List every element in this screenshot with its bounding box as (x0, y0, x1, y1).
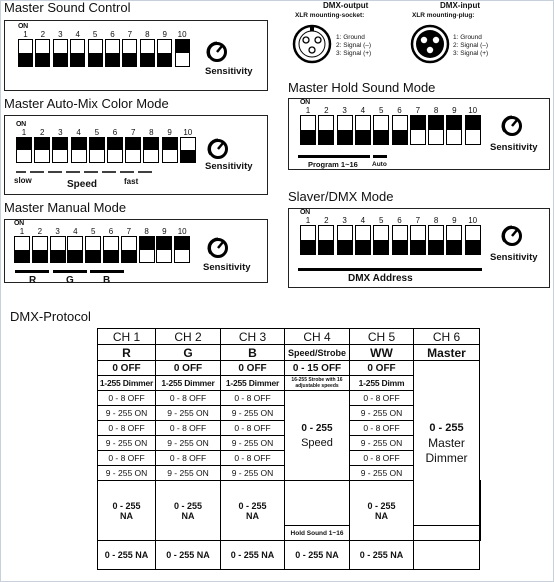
sound-dip-slider-9 (158, 53, 171, 66)
manual-bar-b (90, 270, 124, 273)
sound-dip-switch-6[interactable] (105, 30, 120, 67)
ch5-range-5: 0 - 8 OFF (350, 451, 414, 466)
ch2-na-name: NA (181, 510, 195, 521)
automix-dip-number-9: 9 (167, 128, 172, 137)
hold-dip-switch-8[interactable] (428, 106, 444, 145)
xlr-input-pin-3: 3: Signal (+) (453, 50, 489, 57)
automix-dip-slider-6 (108, 138, 122, 150)
ch1-na-value: 0 - 255 (112, 500, 141, 511)
slaver-dip-switch-9[interactable] (446, 216, 462, 255)
sound-dip-switch-9[interactable] (157, 30, 172, 67)
name-ch3: B (221, 345, 285, 361)
automix-dip-slider-3 (53, 138, 67, 150)
slaver-dip-slider-5 (374, 240, 388, 254)
ch1-range-4: 9 - 255 ON (98, 436, 156, 451)
ch4-speed-name: Speed (301, 436, 333, 449)
sound-dip-number-6: 6 (110, 30, 115, 39)
automix-dip-switch-6[interactable] (107, 128, 123, 163)
name-ch4: Speed/Strobe (285, 345, 350, 361)
ch3-na-cell (221, 481, 285, 541)
manual-on-label: ON (14, 220, 24, 227)
manual-dip-number-9: 9 (162, 227, 167, 236)
ch1-range-6: 9 - 255 ON (98, 466, 156, 481)
ch5-last: 0 - 255 NA (350, 541, 414, 570)
manual-dip-slider-5 (86, 250, 100, 263)
xlr-output-pin-3: 3: Signal (+) (336, 50, 372, 57)
manual-dip-number-1: 1 (19, 227, 25, 236)
hold-dip-slider-4 (356, 130, 370, 144)
ch3-na-name: NA (246, 510, 259, 521)
section-title-slaver: Slaver/DMX Mode (288, 189, 394, 204)
manual-dip-switch-7[interactable] (121, 227, 137, 263)
manual-dip-switch-2[interactable] (32, 227, 48, 263)
sound-dip-number-5: 5 (92, 30, 98, 39)
ch2-range-2: 9 - 255 ON (156, 406, 221, 421)
manual-dip-slider-6 (104, 250, 118, 263)
ch6-last (414, 541, 480, 570)
ch1-range-1: 0 - 8 OFF (98, 391, 156, 406)
hold-dip-switch-6[interactable] (392, 106, 408, 145)
section-title-hold: Master Hold Sound Mode (288, 80, 436, 95)
slaver-dip-slider-6 (393, 240, 407, 254)
manual-g-label: G (66, 275, 74, 286)
sound-dip-switch-3[interactable] (53, 30, 68, 67)
slaver-dip-slider-7 (411, 240, 425, 254)
sound-dip-number-9: 9 (162, 30, 167, 39)
automix-speed-bracket (14, 171, 154, 175)
sound-dip-slider-8 (141, 53, 154, 66)
ch4-speed-value: 0 - 255 (301, 422, 333, 434)
name-ch6: Master (414, 345, 480, 361)
sound-dip-switch-5[interactable] (88, 30, 103, 67)
sound-dip-number-8: 8 (145, 30, 150, 39)
ch1-na-name: NA (120, 510, 133, 521)
slaver-dip-slider-4 (356, 240, 370, 254)
header-ch3: CH 3 (221, 329, 285, 345)
ch1-range-2: 9 - 255 ON (98, 406, 156, 421)
automix-dip-switch-8[interactable] (143, 128, 159, 163)
ch2-range-4: 9 - 255 ON (156, 436, 221, 451)
hold-dip-switch-9[interactable] (446, 106, 462, 145)
ch2-range-3: 0 - 8 OFF (156, 421, 221, 436)
slaver-dip-number-3: 3 (342, 216, 347, 225)
ch3-dimmer: 1-255 Dimmer (221, 376, 285, 391)
slaver-dip-switch-4[interactable] (355, 216, 371, 255)
hold-dip-number-7: 7 (415, 106, 421, 115)
ch3-zero: 0 OFF (221, 361, 285, 376)
manual-bar-r (15, 270, 49, 273)
automix-dip-switch-9[interactable] (162, 128, 178, 163)
manual-dip-switch-1[interactable] (14, 227, 30, 263)
manual-dip-number-5: 5 (90, 227, 96, 236)
name-ch5: WW (350, 345, 414, 361)
section-title-sound: Master Sound Control (4, 0, 131, 15)
hold-dip-switch-3[interactable] (337, 106, 353, 145)
hold-dip-number-3: 3 (342, 106, 347, 115)
slaver-dip-number-4: 4 (360, 216, 366, 225)
hold-dip-switch-5[interactable] (373, 106, 389, 145)
xlr-output-subtitle: XLR mounting-socket: (295, 12, 365, 19)
hold-dip-slider-5 (374, 130, 388, 144)
manual-dip-slider-8 (140, 237, 154, 250)
ch6-master-cell (414, 361, 480, 526)
manual-dip-switch-9[interactable] (156, 227, 172, 263)
ch2-na-cell (156, 481, 221, 541)
dmx-address-label: DMX Address (348, 273, 413, 284)
automix-dip-slider-5 (90, 138, 104, 150)
manual-dip-slider-3 (51, 250, 65, 263)
ch2-dimmer: 1-255 Dimmer (156, 376, 221, 391)
automix-dip-number-4: 4 (76, 128, 81, 137)
ch5-range-1: 0 - 8 OFF (350, 391, 414, 406)
ch6-master-name1: Master (428, 435, 465, 450)
hold-dip-slider-7 (411, 116, 425, 130)
hold-sensitivity-label: Sensitivity (490, 142, 538, 153)
manual-dip-switch-6[interactable] (103, 227, 119, 263)
sound-dip-number-3: 3 (58, 30, 63, 39)
sound-dip-number-2: 2 (40, 30, 46, 39)
header-ch1: CH 1 (98, 329, 156, 345)
ch3-last: 0 - 255 NA (221, 541, 285, 570)
xlr-output-pin-1: 1: Ground (336, 34, 365, 41)
manual-dip-slider-2 (33, 250, 47, 263)
sound-dip-slider-10 (176, 40, 189, 53)
automix-dip-number-8: 8 (149, 128, 154, 137)
sound-dip-slider-5 (89, 53, 102, 66)
ch3-range-4: 9 - 255 ON (221, 436, 285, 451)
sound-dip-switch-8[interactable] (140, 30, 155, 67)
hold-dip-number-8: 8 (433, 106, 439, 115)
xlr-plug-icon (410, 24, 450, 64)
slaver-dip-slider-3 (338, 240, 352, 254)
dip-panel-sound (4, 20, 268, 91)
slaver-dip-switch-1[interactable] (300, 216, 316, 255)
slaver-dip-switch-10[interactable] (465, 216, 481, 255)
ch6-master-value: 0 - 255 (429, 421, 464, 434)
xlr-output-pin-2: 2: Signal (–) (336, 42, 372, 49)
ch2-na-value: 0 - 255 (173, 500, 203, 511)
ch3-range-1: 0 - 8 OFF (221, 391, 285, 406)
slaver-dip-number-10: 10 (468, 216, 478, 225)
sound-sensitivity-label: Sensitivity (205, 66, 253, 77)
section-title-automix: Master Auto-Mix Color Mode (4, 96, 169, 111)
sound-dip-slider-4 (71, 53, 84, 66)
xlr-input-pin-2: 2: Signal (–) (453, 42, 489, 49)
slaver-dip-number-5: 5 (378, 216, 384, 225)
sound-dip-number-4: 4 (75, 30, 80, 39)
dip-panel-slaver (288, 208, 550, 288)
manual-dip-switch-8[interactable] (139, 227, 155, 263)
sound-on-label: ON (18, 23, 28, 30)
ch3-range-5: 0 - 8 OFF (221, 451, 285, 466)
slaver-sensitivity-knob-icon[interactable] (501, 225, 523, 247)
ch3-range-3: 0 - 8 OFF (221, 421, 285, 436)
ch5-range-6: 9 - 255 ON (350, 466, 414, 481)
xlr-input-title: DMX-input (440, 1, 480, 10)
ch2-range-5: 0 - 8 OFF (156, 451, 221, 466)
hold-dip-switch-4[interactable] (355, 106, 371, 145)
ch4-speed-cell (285, 391, 350, 481)
slaver-dip-number-2: 2 (324, 216, 329, 225)
header-ch6: CH 6 (414, 329, 480, 345)
hold-dip-slider-1 (301, 130, 315, 144)
manual-dip-number-4: 4 (73, 227, 78, 236)
manual-dip-slider-1 (15, 250, 29, 263)
header-ch4: CH 4 (285, 329, 350, 345)
xlr-input-pin-1: 1: Ground (453, 34, 482, 41)
ch1-last: 0 - 255 NA (98, 541, 156, 570)
hold-dip-switch-2[interactable] (318, 106, 334, 145)
hold-sensitivity-knob-icon[interactable] (501, 115, 523, 137)
automix-fast-label: fast (124, 177, 139, 186)
automix-dip-number-7: 7 (130, 128, 136, 137)
ch5-zero: 0 OFF (350, 361, 414, 376)
sound-dip-number-10: 10 (177, 30, 187, 39)
ch6-master-name2: Dimmer (425, 450, 468, 465)
ch1-dimmer: 1-255 Dimmer (98, 376, 156, 391)
manual-dip-slider-9 (157, 237, 171, 250)
hold-on-label: ON (300, 99, 310, 106)
hold-dip-number-9: 9 (452, 106, 457, 115)
manual-dip-slider-7 (122, 250, 136, 263)
slaver-dip-slider-8 (429, 240, 443, 254)
hold-dip-slider-8 (429, 116, 443, 130)
sound-dip-switch-2[interactable] (35, 30, 50, 67)
manual-dip-switch-4[interactable] (67, 227, 83, 263)
manual-sensitivity-label: Sensitivity (203, 262, 251, 273)
automix-dip-slider-7 (126, 138, 140, 150)
manual-dip-number-2: 2 (37, 227, 43, 236)
ch2-range-1: 0 - 8 OFF (156, 391, 221, 406)
manual-b-label: B (103, 275, 111, 286)
automix-dip-switch-10[interactable] (180, 128, 196, 163)
ch1-zero: 0 OFF (98, 361, 156, 376)
ch2-range-6: 9 - 255 ON (156, 466, 221, 481)
ch5-range-4: 9 - 255 ON (350, 436, 414, 451)
automix-dip-number-5: 5 (94, 128, 100, 137)
ch3-range-2: 9 - 255 ON (221, 406, 285, 421)
sound-dip-slider-7 (123, 53, 136, 66)
sound-dip-switch-4[interactable] (70, 30, 85, 67)
automix-dip-number-6: 6 (112, 128, 118, 137)
automix-dip-switch-5[interactable] (89, 128, 105, 163)
ch4-empty-cell (285, 481, 350, 526)
slaver-dip-slider-10 (466, 240, 480, 254)
ch2-last: 0 - 255 NA (156, 541, 221, 570)
hold-dip-number-10: 10 (468, 106, 478, 115)
manual-dip-number-10: 10 (177, 227, 187, 236)
automix-sensitivity-knob-icon[interactable] (207, 138, 229, 160)
hold-dip-slider-10 (466, 116, 480, 130)
hold-program-bar (298, 155, 370, 158)
sound-dip-number-7: 7 (127, 30, 133, 39)
name-ch2: G (156, 345, 221, 361)
automix-speed-label: Speed (67, 179, 98, 190)
slaver-dip-slider-2 (319, 240, 333, 254)
hold-auto-label: Auto (372, 161, 387, 168)
automix-dip-slider-2 (35, 138, 49, 150)
hold-dip-number-2: 2 (324, 106, 329, 115)
ch1-range-5: 0 - 8 OFF (98, 451, 156, 466)
slaver-dip-slider-9 (447, 240, 461, 254)
slaver-dip-switch-6[interactable] (392, 216, 408, 255)
manual-dip-number-8: 8 (144, 227, 149, 236)
automix-dip-number-2: 2 (39, 128, 45, 137)
automix-dip-number-10: 10 (183, 128, 193, 137)
ch5-na-cell (350, 481, 414, 541)
slaver-dip-switch-8[interactable] (428, 216, 444, 255)
manual-dip-switch-5[interactable] (85, 227, 101, 263)
hold-dip-number-4: 4 (360, 106, 366, 115)
slaver-dip-switch-2[interactable] (318, 216, 334, 255)
hold-dip-number-5: 5 (378, 106, 384, 115)
dmx-protocol-table (97, 328, 481, 570)
sound-dip-slider-3 (54, 53, 67, 66)
slaver-dip-switch-5[interactable] (373, 216, 389, 255)
manual-dip-number-3: 3 (55, 227, 60, 236)
hold-dip-switch-1[interactable] (300, 106, 316, 145)
automix-dip-slider-9 (163, 138, 177, 150)
automix-dip-slider-10 (181, 150, 195, 162)
automix-sensitivity-label: Sensitivity (205, 161, 253, 172)
hold-dip-number-6: 6 (397, 106, 402, 115)
slaver-on-label: ON (300, 209, 310, 216)
slaver-dip-slider-1 (301, 240, 315, 254)
sound-sensitivity-knob-icon[interactable] (206, 41, 228, 63)
automix-slow-label: slow (14, 176, 32, 185)
manual-dip-switch-10[interactable] (174, 227, 190, 263)
ch4-hold-sound: Hold Sound 1~16 (285, 526, 350, 541)
hold-dip-slider-9 (447, 116, 461, 130)
dip-panel-manual (4, 219, 268, 283)
slaver-dip-number-1: 1 (305, 216, 311, 225)
ch5-range-2: 9 - 255 ON (350, 406, 414, 421)
slaver-dip-number-9: 9 (452, 216, 457, 225)
ch4-last: 0 - 255 NA (285, 541, 350, 570)
ch1-range-3: 0 - 8 OFF (98, 421, 156, 436)
ch2-zero: 0 OFF (156, 361, 221, 376)
hold-dip-number-1: 1 (305, 106, 311, 115)
hold-dip-slider-6 (393, 130, 407, 144)
hold-dip-switch-7[interactable] (410, 106, 426, 145)
sound-dip-slider-1 (19, 53, 32, 66)
manual-dip-switch-3[interactable] (50, 227, 66, 263)
sound-dip-slider-6 (106, 53, 119, 66)
sound-dip-switch-7[interactable] (122, 30, 137, 67)
automix-dip-switch-2[interactable] (34, 128, 50, 163)
header-ch2: CH 2 (156, 329, 221, 345)
ch5-range-3: 0 - 8 OFF (350, 421, 414, 436)
manual-dip-number-7: 7 (126, 227, 132, 236)
automix-dip-number-3: 3 (58, 128, 63, 137)
hold-auto-bar (373, 155, 387, 158)
name-ch1: R (98, 345, 156, 361)
manual-bar-g (53, 270, 87, 273)
hold-dip-switch-10[interactable] (465, 106, 481, 145)
manual-sensitivity-knob-icon[interactable] (207, 237, 229, 259)
slaver-dip-switch-7[interactable] (410, 216, 426, 255)
ch5-na-name: NA (375, 510, 388, 521)
manual-r-label: R (29, 275, 37, 286)
sound-dip-switch-1[interactable] (18, 30, 33, 67)
slaver-dip-number-6: 6 (397, 216, 402, 225)
xlr-socket-icon (292, 24, 332, 64)
slaver-dip-number-7: 7 (415, 216, 421, 225)
sound-dip-switch-10[interactable] (175, 30, 190, 67)
ch5-dimmer: 1-255 Dimm (350, 376, 414, 391)
automix-dip-slider-8 (144, 138, 158, 150)
hold-program-label: Program 1~16 (308, 160, 358, 169)
automix-dip-slider-4 (72, 138, 86, 150)
section-title-protocol: DMX-Protocol (10, 309, 91, 324)
slaver-dip-number-8: 8 (433, 216, 439, 225)
dmx-address-bar (298, 268, 482, 271)
header-ch5: CH 5 (350, 329, 414, 345)
ch5-na-value: 0 - 255 (367, 500, 396, 511)
automix-on-label: ON (16, 121, 26, 128)
manual-dip-slider-10 (175, 237, 189, 250)
ch3-na-value: 0 - 255 (238, 500, 267, 511)
section-title-manual: Master Manual Mode (4, 200, 127, 215)
automix-dip-switch-4[interactable] (71, 128, 87, 163)
automix-dip-switch-1[interactable] (16, 128, 32, 163)
sound-dip-slider-2 (36, 53, 49, 66)
ch6-empty-cell (480, 481, 481, 541)
hold-dip-slider-2 (319, 130, 333, 144)
xlr-output-title: DMX-output (323, 1, 369, 10)
xlr-input-subtitle: XLR mounting-plug: (412, 12, 475, 19)
slaver-sensitivity-label: Sensitivity (490, 252, 538, 263)
ch4-zero: 0 - 15 OFF (285, 361, 350, 376)
manual-dip-slider-4 (68, 250, 82, 263)
automix-dip-switch-3[interactable] (52, 128, 68, 163)
ch4-strobe: 16-255 Strobe with 16 adjustable speeds (285, 376, 350, 391)
automix-dip-switch-7[interactable] (125, 128, 141, 163)
automix-dip-number-1: 1 (21, 128, 27, 137)
ch3-range-6: 9 - 255 ON (221, 466, 285, 481)
hold-dip-slider-3 (338, 130, 352, 144)
sound-dip-number-1: 1 (23, 30, 28, 39)
slaver-dip-switch-3[interactable] (337, 216, 353, 255)
manual-dip-number-6: 6 (108, 227, 114, 236)
automix-dip-slider-1 (17, 138, 31, 150)
ch1-na-cell (98, 481, 156, 541)
